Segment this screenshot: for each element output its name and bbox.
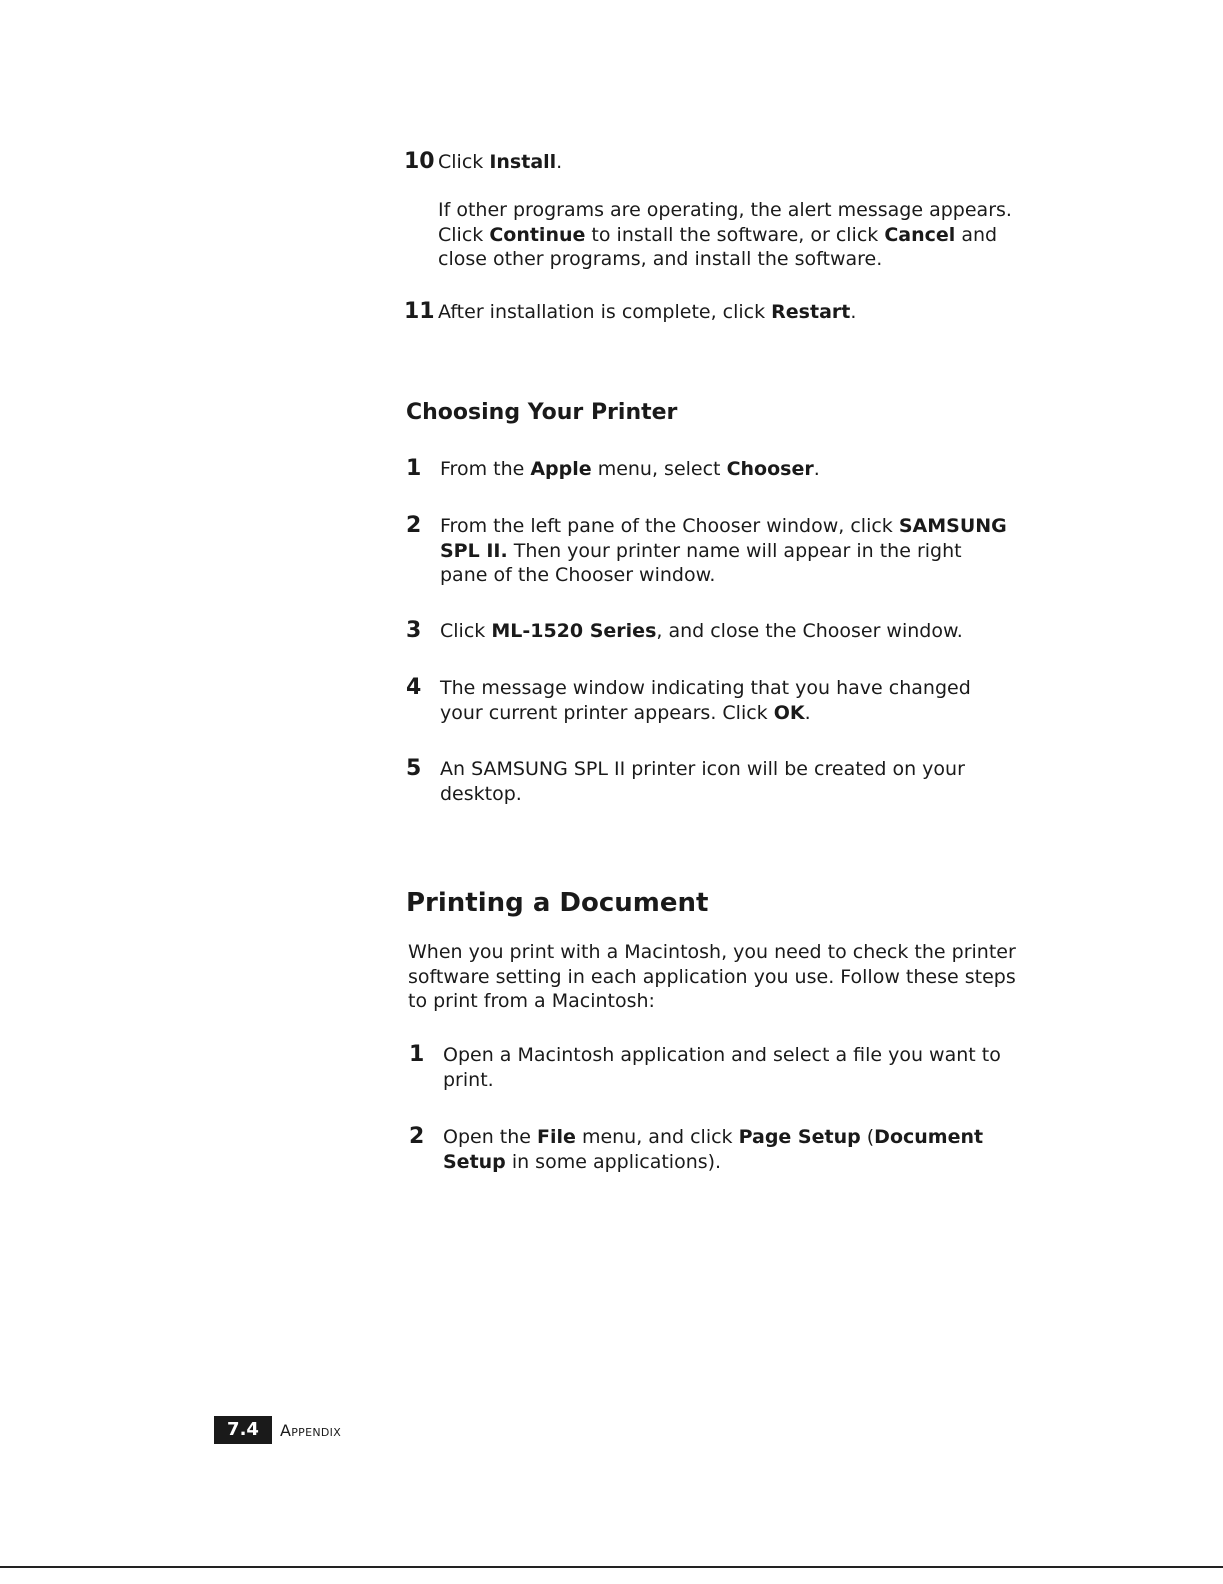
page-number-badge: 7.4 [214,1416,272,1444]
choosing-step-4 [406,676,1026,725]
choosing-step-2 [406,514,1026,588]
choosing-step-1 [406,457,1026,482]
document-setup-keyword: Document Setup [443,1126,984,1173]
step-number: 3 [406,618,422,643]
page-setup-keyword: Page Setup [738,1126,861,1148]
continue-keyword: Continue [489,223,586,246]
footer-section-label: Appendix [280,1420,342,1440]
step-number: 5 [406,756,422,781]
step-text: Open a Macintosh application and select a file you want to print. [443,1044,1001,1091]
file-keyword: File [537,1126,576,1148]
printing-intro: When you print with a Macintosh, you need to check the printer software setting in each application you use. Follow these steps to print from a Macintosh: [408,941,1016,1012]
apple-keyword: Apple [530,458,592,480]
step-number: 2 [406,513,422,538]
install-step-10 [406,150,1026,175]
step-number: 11 [404,299,435,324]
install-alert-note: If other programs are operating, the alert message appears. Click Continue to install the software, or click Cancel and close other programs, and install the software. [438,199,1012,270]
bottom-rule [0,1566,1223,1568]
section-heading-choosing-printer: Choosing Your Printer [406,400,678,425]
step-number: 1 [406,456,422,481]
page-footer [214,1415,341,1445]
step-text: Click Install. [438,151,563,173]
choosing-step-3 [406,619,1026,644]
cancel-keyword: Cancel [884,223,956,246]
section-heading-printing-document: Printing a Document [406,888,709,918]
chooser-keyword: Chooser [726,458,814,480]
ok-keyword: OK [773,701,805,724]
samsung-spl-keyword: SAMSUNG SPL II. [440,515,1007,562]
choosing-step-5 [406,757,1026,806]
step-number: 4 [406,675,422,700]
step-number: 10 [404,149,435,174]
step-text: The message window indicating that you have changed your current printer appears. Click OK. [440,677,971,724]
step-text: From the Apple menu, select Chooser. [440,458,820,480]
install-keyword: Install [489,151,557,173]
ml1520-keyword: ML-1520 Series [491,620,657,642]
restart-keyword: Restart [771,301,851,323]
install-step-11 [406,300,1026,325]
step-number: 1 [409,1042,425,1067]
step-text: Click ML-1520 Series, and close the Chooser window. [440,620,963,642]
printing-step-1 [409,1043,1029,1092]
step-text: From the left pane of the Chooser window, click SAMSUNG SPL II. Then your printer name will appear in the right pane of the Chooser window. [440,515,1007,586]
step-number: 2 [409,1124,425,1149]
step-text: An SAMSUNG SPL II printer icon will be created on your desktop. [440,758,965,805]
step-text: After installation is complete, click Restart. [438,301,857,323]
step-text: Open the File menu, and click Page Setup (Document Setup in some applications). [443,1126,984,1173]
printing-step-2 [409,1125,1029,1174]
